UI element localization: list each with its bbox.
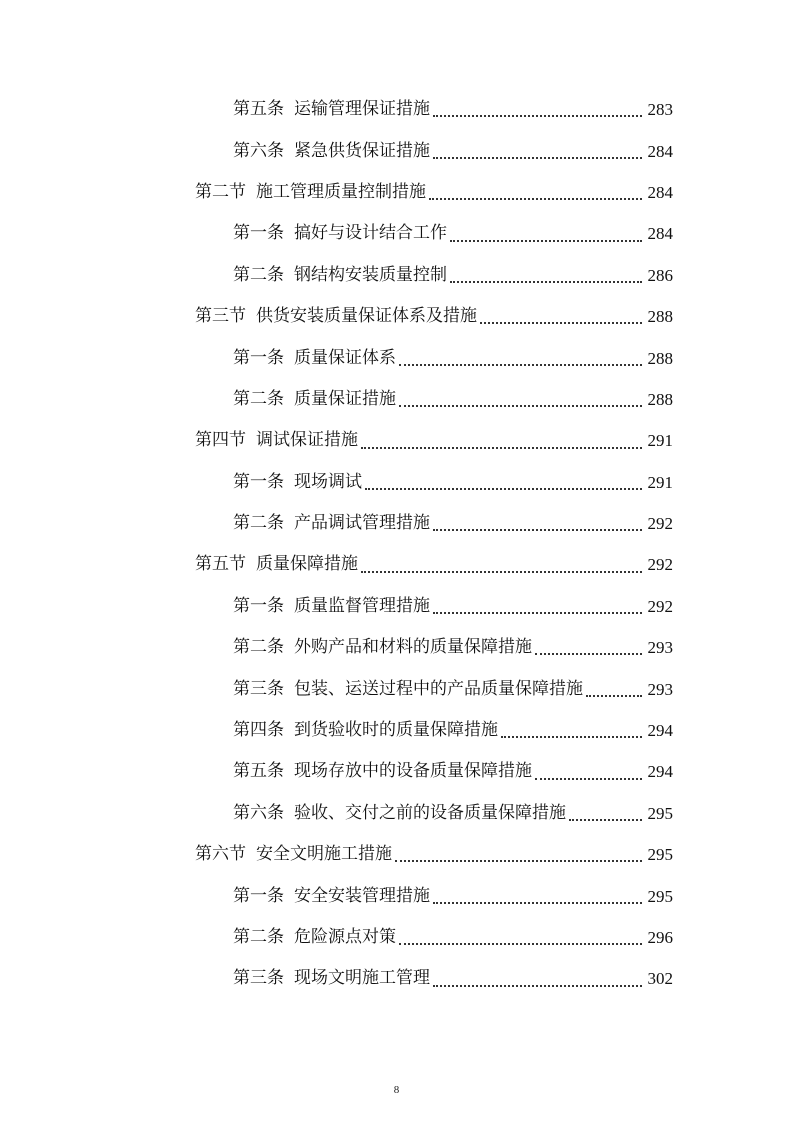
dot-leader: [450, 239, 642, 242]
toc-entry[interactable]: [0, 172, 793, 213]
toc-entry-page: 294: [647, 721, 673, 741]
dot-leader: [399, 363, 642, 366]
toc-entry-page: 284: [647, 224, 673, 244]
toc-entry-number: 第六条: [233, 802, 284, 823]
toc-entry-number: 第一条: [233, 223, 284, 244]
toc-entry-page: 288: [647, 307, 673, 327]
dot-leader: [395, 859, 642, 862]
toc-entry[interactable]: [0, 834, 793, 875]
toc-entry-page: 292: [647, 514, 673, 534]
dot-leader: [399, 404, 642, 407]
toc-entry[interactable]: [0, 917, 793, 958]
toc-entry-number: 第三条: [233, 968, 284, 989]
toc-entry-title: 调试保证措施: [256, 430, 358, 451]
dot-leader: [501, 735, 642, 738]
toc-entry[interactable]: [0, 503, 793, 544]
toc-entry-number: 第一条: [233, 471, 284, 492]
toc-entry-title: 包装、运送过程中的产品质量保障措施: [294, 678, 583, 699]
toc-entry[interactable]: [0, 875, 793, 916]
toc-entry[interactable]: [0, 462, 793, 503]
dot-leader: [429, 197, 642, 200]
toc-entry-number: 第四条: [233, 720, 284, 741]
dot-leader: [365, 487, 642, 490]
toc-entry[interactable]: [0, 751, 793, 792]
toc-entry-page: 295: [647, 845, 673, 865]
toc-entry-number: 第二条: [233, 264, 284, 285]
toc-entry-title: 现场存放中的设备质量保障措施: [294, 761, 532, 782]
toc-entry[interactable]: [0, 89, 793, 130]
dot-leader: [535, 652, 642, 655]
toc-entry-title: 质量保证体系: [294, 347, 396, 368]
toc-entry-title: 质量保障措施: [256, 554, 358, 575]
toc-entry-page: 284: [647, 182, 673, 202]
toc-entry-number: 第一条: [233, 347, 284, 368]
dot-leader: [433, 528, 642, 531]
toc-entry-title: 现场文明施工管理: [294, 968, 430, 989]
page-number: 8: [393, 1084, 400, 1096]
dot-leader: [361, 570, 642, 573]
toc-entry-title: 施工管理质量控制措施: [256, 181, 426, 202]
dot-leader: [450, 280, 642, 283]
toc-entry-page: 295: [647, 886, 673, 906]
toc-entry-page: 288: [647, 348, 673, 368]
toc-entry-title: 运输管理保证措施: [294, 99, 430, 120]
dot-leader: [433, 611, 642, 614]
toc-entry-page: 291: [647, 431, 673, 451]
toc-entry[interactable]: [0, 668, 793, 709]
toc-entry[interactable]: [0, 255, 793, 296]
toc-entry[interactable]: [0, 420, 793, 461]
dot-leader: [361, 446, 642, 449]
toc-entry-title: 质量监督管理措施: [294, 595, 430, 616]
toc-entry[interactable]: [0, 337, 793, 378]
toc-entry-title: 到货验收时的质量保障措施: [294, 720, 498, 741]
toc-entry-title: 紧急供货保证措施: [294, 140, 430, 161]
toc-entry[interactable]: [0, 544, 793, 585]
toc-entry-number: 第五条: [233, 761, 284, 782]
toc-entry-page: 283: [647, 100, 673, 120]
toc-entry[interactable]: [0, 627, 793, 668]
toc-entry-page: 294: [647, 762, 673, 782]
dot-leader: [433, 984, 642, 987]
toc-entry-number: 第四节: [195, 430, 246, 451]
toc-entry-page: 295: [647, 803, 673, 823]
toc-entry-title: 供货安装质量保证体系及措施: [256, 306, 477, 327]
dot-leader: [433, 114, 642, 117]
toc-entry-number: 第六条: [233, 140, 284, 161]
toc-entry-number: 第三节: [195, 306, 246, 327]
toc-entry-page: 291: [647, 472, 673, 492]
toc-entry-title: 安全安装管理措施: [294, 885, 430, 906]
toc-entry-title: 产品调试管理措施: [294, 513, 430, 534]
toc-entry[interactable]: [0, 958, 793, 999]
toc-entry-number: 第二条: [233, 927, 284, 947]
toc-entry-number: 第五条: [233, 99, 284, 120]
dot-leader: [433, 901, 642, 904]
dot-leader: [433, 156, 642, 159]
toc-entry-title: 验收、交付之前的设备质量保障措施: [294, 802, 566, 823]
toc-entry-page: 284: [647, 141, 673, 161]
toc-entry-title: 安全文明施工措施: [256, 844, 392, 865]
toc-entry[interactable]: [0, 586, 793, 627]
toc-entry[interactable]: [0, 130, 793, 171]
toc-entry-page: 292: [647, 596, 673, 616]
toc-entry[interactable]: [0, 379, 793, 420]
toc-entry-page: 296: [647, 928, 673, 947]
toc-entry-number: 第五节: [195, 554, 246, 575]
toc-entry-page: 288: [647, 389, 673, 409]
toc-entry[interactable]: [0, 793, 793, 834]
dot-leader: [569, 818, 642, 821]
dot-leader: [535, 777, 642, 780]
toc-entry-number: 第一条: [233, 595, 284, 616]
toc-entry-page: 293: [647, 679, 673, 699]
toc-entry[interactable]: [0, 710, 793, 751]
toc-entry-number: 第二条: [233, 637, 284, 658]
toc-entry-number: 第三条: [233, 678, 284, 699]
toc-entry-title: 外购产品和材料的质量保障措施: [294, 637, 532, 658]
dot-leader: [586, 694, 642, 697]
toc-entry-page: 286: [647, 265, 673, 285]
toc-entry-number: 第二节: [195, 181, 246, 202]
dot-leader: [399, 942, 642, 945]
toc-entry-title: 现场调试: [294, 471, 362, 492]
toc-entry-page: 302: [647, 969, 673, 989]
toc-entry-title: 钢结构安装质量控制: [294, 264, 447, 285]
toc-entry-title: 质量保证措施: [294, 388, 396, 409]
toc-entry[interactable]: [0, 213, 793, 254]
toc-entry-title: 危险源点对策: [294, 927, 396, 947]
dot-leader: [480, 321, 642, 324]
toc-entry-title: 搞好与设计结合工作: [294, 223, 447, 244]
toc-entry-page: 293: [647, 638, 673, 658]
table-of-contents: [0, 89, 793, 1000]
toc-entry-number: 第一条: [233, 885, 284, 906]
toc-entry-number: 第二条: [233, 513, 284, 534]
toc-entry-number: 第六节: [195, 844, 246, 865]
toc-entry[interactable]: [0, 296, 793, 337]
toc-entry-page: 292: [647, 555, 673, 575]
toc-entry-number: 第二条: [233, 388, 284, 409]
